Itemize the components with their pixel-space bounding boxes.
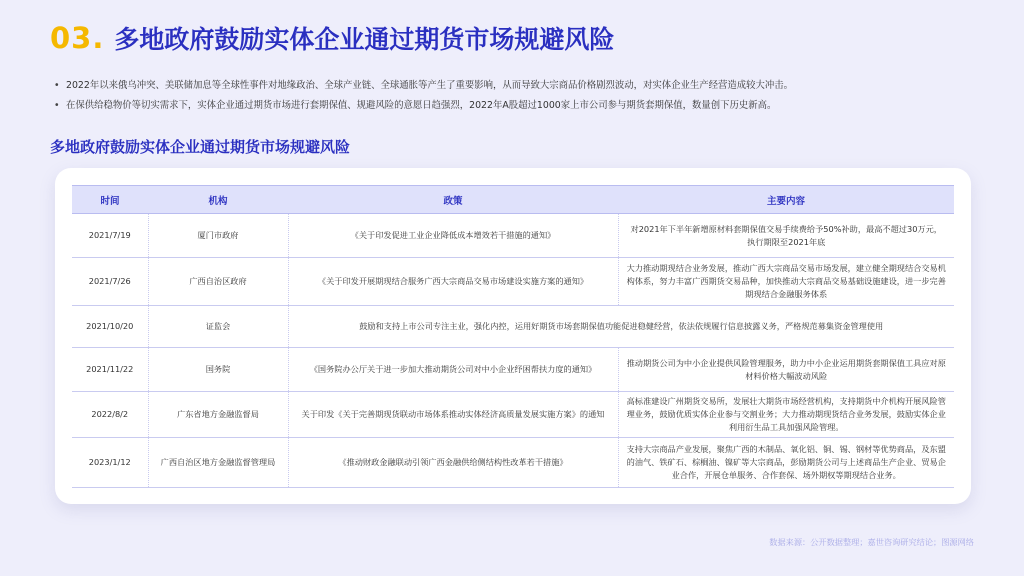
cell-org: 国务院 [148,348,288,392]
cell-org: 广东省地方金融监督局 [148,392,288,438]
table-header-row [72,186,954,214]
header-date: 时间 [72,186,148,214]
cell-org: 证监会 [148,306,288,348]
cell-content: 对2021年下半年新增原材料套期保值交易手续费给予50%补助，最高不超过30万元，执行期限至2021年底 [618,214,954,258]
cell-merged: 鼓励和支持上市公司专注主业，强化内控，运用好期货市场套期保值功能促进稳健经营，依法依规履行信息披露义务，严格规范募集资金管理使用 [288,306,954,348]
table-row [72,214,954,258]
cell-content: 高标准建设广州期货交易所，发展壮大期货市场经营机构，支持期货中介机构开展风险管理业务，鼓励优质实体企业参与交割业务；大力推动期现货结合业务发展，鼓励实体企业利用衍生品工具加强风险管理。 [618,392,954,438]
cell-policy: 《关于印发开展期现结合服务广西大宗商品交易市场建设实施方案的通知》 [288,258,618,306]
table-row [72,258,954,306]
cell-org: 广西自治区地方金融监督管理局 [148,438,288,488]
bullet-dot-icon: • [54,100,60,111]
cell-policy: 《国务院办公厅关于进一步加大推动期货公司对中小企业纾困帮扶力度的通知》 [288,348,618,392]
cell-policy: 《推动财政金融联动引领广西金融供给侧结构性改革若干措施》 [288,438,618,488]
cell-date: 2021/7/26 [72,258,148,306]
bullet-item [54,76,994,96]
cell-content: 支持大宗商品产业发展，聚焦广西的木制品、氧化铝、铜、锡、钢材等优势商品，及东盟的油气、铁矿石、棕榈油、镍矿等大宗商品，彭励期货公司与上述商品生产企业、贸易企业合作，开展仓单服务、合作套保、场外期权等期现结合业务。 [618,438,954,488]
table-card [55,168,971,504]
table-row [72,348,954,392]
cell-date: 2021/7/19 [72,214,148,258]
bullet-list [54,76,994,116]
bullet-text: 在保供给稳物价等切实需求下，实体企业通过期货市场进行套期保值、规避风险的意愿日趋强烈，2022年A股超过1000家上市公司参与期货套期保值，数量创下历史新高。 [66,100,777,111]
bullet-text: 2022年以来俄乌冲突、美联储加息等全球性事件对地缘政治、全球产业链、全球通胀等产生了重要影响，从而导致大宗商品价格剧烈波动，对实体企业生产经营造成较大冲击。 [66,80,793,91]
cell-content: 推动期货公司为中小企业提供风险管理服务，助力中小企业运用期货套期保值工具应对原材料价格大幅波动风险 [618,348,954,392]
table-row [72,306,954,348]
policy-table [72,185,954,488]
cell-date: 2023/1/12 [72,438,148,488]
cell-date: 2021/11/22 [72,348,148,392]
bullet-item [54,96,994,116]
cell-policy: 关于印发《关于完善期现货联动市场体系推动实体经济高质量发展实施方案》的通知 [288,392,618,438]
cell-org: 厦门市政府 [148,214,288,258]
table-row [72,438,954,488]
cell-date: 2021/10/20 [72,306,148,348]
bullet-dot-icon: • [54,80,60,91]
table-row [72,392,954,438]
cell-policy: 《关于印发促进工业企业降低成本增效若干措施的通知》 [288,214,618,258]
section-number: 03. [50,21,105,55]
cell-date: 2022/8/2 [72,392,148,438]
cell-content: 大力推动期现结合业务发展，推动广西大宗商品交易市场发展，建立健全期现结合交易机构体系，努力丰富广西期货交易品种，加快推动大宗商品交易基础设施建设，进一步完善期现结合金融服务体系 [618,258,954,306]
data-source-note: 数据来源：公开数据整理；嘉世咨询研究结论；图源网络 [769,537,974,547]
section-title: 多地政府鼓励实体企业通过期货市场规避风险 [50,138,351,156]
page-header [50,20,614,56]
page-title: 多地政府鼓励实体企业通过期货市场规避风险 [114,25,615,54]
cell-org: 广西自治区政府 [148,258,288,306]
header-policy: 政策 [288,186,618,214]
header-org: 机构 [148,186,288,214]
header-content: 主要内容 [618,186,954,214]
